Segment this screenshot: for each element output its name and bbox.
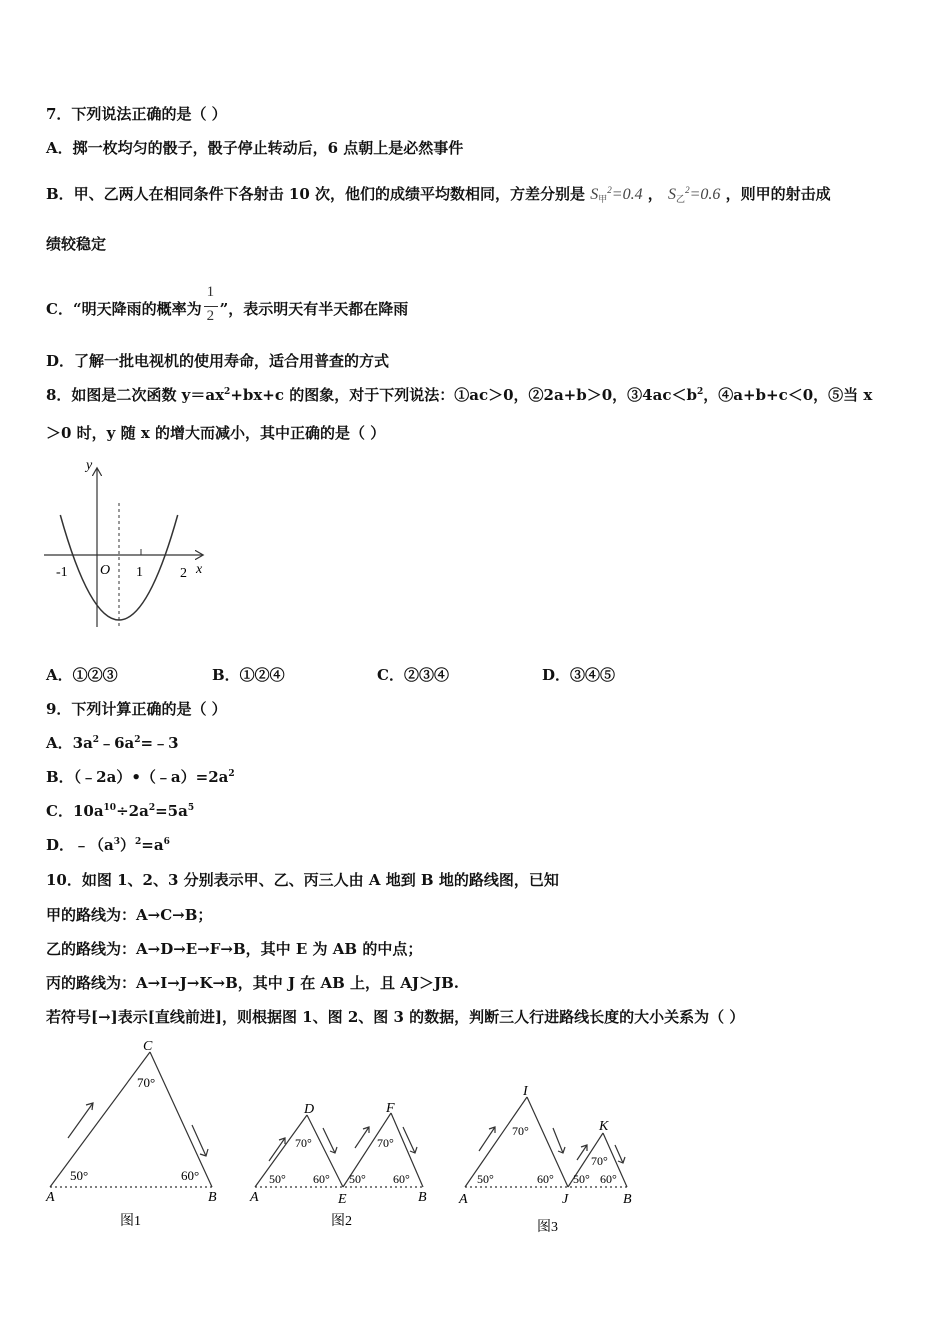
q7-option-a: A．掷一枚均匀的骰子，骰子停止转动后，6 点朝上是必然事件 (46, 139, 464, 157)
q7-option-b-tail: ，则甲的射击成 (725, 185, 831, 203)
svg-text:B: B (208, 1190, 217, 1205)
variance-yi: $S_乙^2=0.6$ (668, 185, 721, 204)
q8-option-b: B．①②④ (212, 666, 285, 684)
svg-text:E: E (338, 1192, 347, 1207)
svg-text:70°: 70° (512, 1124, 529, 1138)
svg-text:图2: 图2 (331, 1214, 352, 1229)
q7-option-c-text: C．“明天降雨的概率为 (46, 300, 202, 318)
svg-text:I: I (523, 1084, 528, 1099)
svg-text:60°: 60° (313, 1172, 330, 1186)
parabola-curve (60, 515, 177, 620)
svg-text:60°: 60° (393, 1172, 410, 1186)
q9-option-b: B．$(﹣2a)•(﹣a)=2a^2$ (46, 768, 235, 786)
svg-text:B: B (418, 1190, 427, 1205)
svg-text:A: A (46, 1190, 55, 1205)
svg-text:70°: 70° (591, 1154, 608, 1168)
svg-text:B: B (623, 1192, 632, 1207)
svg-text:60°: 60° (181, 1168, 200, 1183)
q8-stem-line2: ＞0 时，y 随 x 的增大而减小，其中正确的是（ ） (46, 424, 386, 442)
q9-option-a: A．$3a^2﹣6a^2=﹣3$ (46, 734, 179, 752)
q10-stem: 10．如图 1、2、3 分别表示甲、乙、丙三人由 A 地到 B 地的路线图，已知 (46, 871, 559, 889)
svg-text:70°: 70° (377, 1136, 394, 1150)
q8-option-d: D．③④⑤ (542, 666, 616, 684)
fraction-one-half: $\frac{1}{2}$ (204, 290, 218, 328)
svg-text:60°: 60° (600, 1172, 617, 1186)
svg-text:A: A (250, 1190, 259, 1205)
svg-text:K: K (599, 1119, 609, 1134)
q10-route-bing: 丙的路线为：A→I→J→K→B，其中 J 在 AB 上，且 AJ＞JB. (46, 974, 459, 992)
comma: ， (647, 185, 663, 203)
q9-stem: 9．下列计算正确的是（ ） (46, 700, 227, 718)
figure-2 (245, 1095, 445, 1240)
svg-text:A: A (459, 1192, 468, 1207)
svg-text:50°: 50° (477, 1172, 494, 1186)
q7-option-d: D．了解一批电视机的使用寿命，适合用普查的方式 (46, 352, 390, 370)
q7-option-b (46, 183, 831, 205)
parabola-graph (40, 455, 220, 635)
svg-text:图3: 图3 (537, 1220, 558, 1235)
variance-jia: $S_甲^2=0.4$ (590, 185, 643, 204)
svg-text:50°: 50° (269, 1172, 286, 1186)
q7-stem: 7．下列说法正确的是（ ） (46, 105, 227, 123)
tick-label-1: 1 (136, 565, 143, 580)
origin-label: O (100, 563, 111, 578)
tick-label-2: 2 (180, 566, 187, 581)
y-axis-label: y (86, 458, 93, 473)
q7-option-c (46, 284, 409, 328)
q8-stem-line1: 8．如图是二次函数 $y=ax^2+bx+c$ 的图象，对于下列说法：①ac＞0，②2a+b＞0，$③4ac<b^2$，④a+b+c＜0，⑤当 x (46, 386, 873, 404)
tick-label-neg1: -1 (56, 565, 68, 580)
x-axis-label: x (196, 562, 203, 577)
q7-option-b-continued: 绩较稳定 (46, 235, 107, 253)
svg-text:50°: 50° (349, 1172, 366, 1186)
svg-text:J: J (562, 1192, 569, 1207)
q8-option-c: C．②③④ (377, 666, 449, 684)
svg-text:50°: 50° (573, 1172, 590, 1186)
figure-3 (455, 1075, 645, 1245)
figure-1 (40, 1035, 230, 1235)
q8-option-a: A．①②③ (46, 666, 118, 684)
svg-text:C: C (143, 1039, 153, 1054)
svg-text:图1: 图1 (120, 1214, 141, 1229)
svg-text:60°: 60° (537, 1172, 554, 1186)
q10-route-yi: 乙的路线为：A→D→E→F→B，其中 E 为 AB 的中点； (46, 940, 423, 958)
q9-option-c: C．$10a^{10}\div 2a^2=5a^5$ (46, 802, 195, 820)
svg-text:50°: 50° (70, 1168, 89, 1183)
q7-option-b-text: B．甲、乙两人在相同条件下各射击 10 次，他们的成绩平均数相同，方差分别是 (46, 185, 586, 203)
q10-route-jia: 甲的路线为：A→C→B； (46, 906, 213, 924)
svg-text:70°: 70° (137, 1075, 156, 1090)
svg-text:F: F (386, 1101, 395, 1116)
svg-text:70°: 70° (295, 1136, 312, 1150)
q10-question: 若符号[→]表示[直线前进]，则根据图 1、图 2、图 3 的数据，判断三人行进路线长度的大小关系为（ ） (46, 1008, 745, 1026)
q7-option-c-tail: ”，表示明天有半天都在降雨 (219, 300, 409, 318)
svg-text:D: D (304, 1102, 315, 1117)
q9-option-d: D．$﹣(a^3)^2=a^6$ (46, 836, 170, 854)
